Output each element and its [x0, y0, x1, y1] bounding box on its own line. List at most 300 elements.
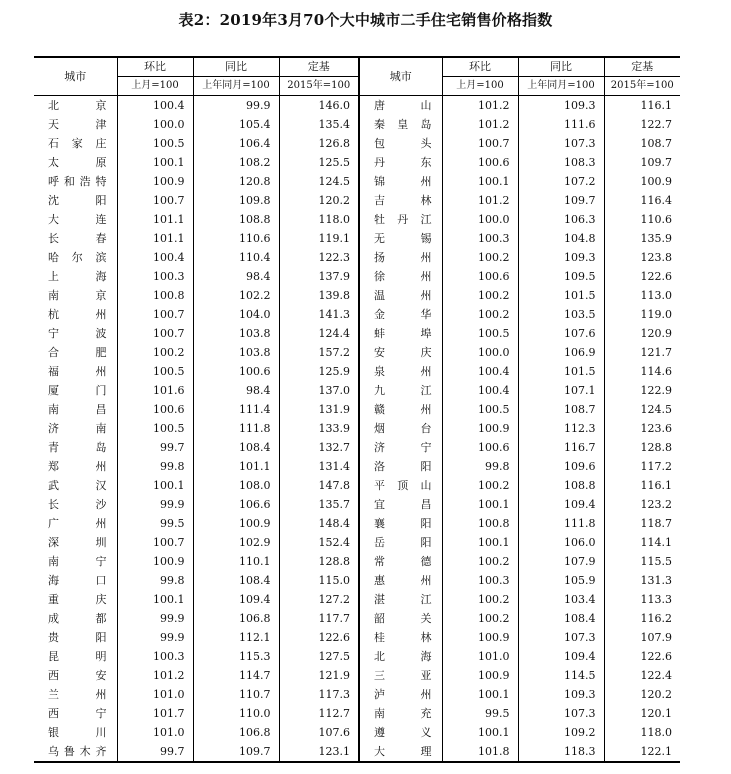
yoy-left-cell: 110.1: [193, 552, 279, 571]
base-left-cell: 132.7: [279, 438, 359, 457]
city-left-name: 郑 州: [48, 460, 107, 473]
city-left-cell: [34, 438, 117, 457]
yoy-right-cell: 107.3: [518, 704, 604, 723]
city-left-name: 贵 阳: [48, 631, 107, 644]
city-right-cell: [359, 96, 442, 116]
city-left-name: 深 圳: [48, 536, 107, 549]
base-right-cell: 119.0: [604, 305, 680, 324]
mom-right-cell: 100.9: [442, 419, 518, 438]
city-right-cell: [359, 134, 442, 153]
base-right-cell: 124.5: [604, 400, 680, 419]
yoy-left-cell: 114.7: [193, 666, 279, 685]
city-left-cell: [34, 514, 117, 533]
city-right-name: 洛 阳: [374, 460, 432, 473]
city-right-name: 大 理: [374, 745, 432, 758]
city-right-name: 湛 江: [374, 593, 432, 606]
yoy-left-cell: 108.2: [193, 153, 279, 172]
city-left-name: 海 口: [48, 574, 107, 587]
yoy-right-cell: 101.5: [518, 362, 604, 381]
yoy-left-cell: 115.3: [193, 647, 279, 666]
city-right-name: 扬 州: [374, 251, 432, 264]
base-left-cell: 131.4: [279, 457, 359, 476]
mom-right-cell: 101.0: [442, 647, 518, 666]
table-row: [34, 286, 680, 305]
table-row: [34, 647, 680, 666]
yoy-left-cell: 110.6: [193, 229, 279, 248]
yoy-right-cell: 112.3: [518, 419, 604, 438]
table-row: [34, 210, 680, 229]
city-right-cell: [359, 400, 442, 419]
mom-right-cell: 100.9: [442, 666, 518, 685]
city-left-cell: [34, 495, 117, 514]
yoy-subheader-right: 上年同月=100: [518, 77, 604, 96]
mom-left-cell: 100.4: [117, 96, 193, 116]
yoy-left-cell: 105.4: [193, 115, 279, 134]
yoy-left-cell: 109.8: [193, 191, 279, 210]
yoy-right-cell: 109.4: [518, 495, 604, 514]
base-left-cell: 112.7: [279, 704, 359, 723]
city-left-cell: [34, 476, 117, 495]
base-left-cell: 137.0: [279, 381, 359, 400]
base-right-cell: 114.1: [604, 533, 680, 552]
city-left-name: 乌鲁木齐: [48, 745, 107, 758]
city-right-name: 韶 关: [374, 612, 432, 625]
yoy-header-left: 同比: [193, 57, 279, 77]
city-right-name: 金 华: [374, 308, 432, 321]
mom-right-cell: 100.3: [442, 229, 518, 248]
city-left-name: 天 津: [48, 118, 107, 131]
base-left-cell: 125.5: [279, 153, 359, 172]
base-left-cell: 123.1: [279, 742, 359, 762]
mom-left-cell: 101.2: [117, 666, 193, 685]
base-left-cell: 146.0: [279, 96, 359, 116]
base-right-cell: 128.8: [604, 438, 680, 457]
yoy-left-cell: 111.8: [193, 419, 279, 438]
table-row: [34, 172, 680, 191]
city-left-cell: [34, 552, 117, 571]
city-left-cell: [34, 381, 117, 400]
mom-right-cell: 100.0: [442, 343, 518, 362]
mom-header-left: 环比: [117, 57, 193, 77]
city-right-name: 三 亚: [374, 669, 432, 682]
yoy-right-cell: 118.3: [518, 742, 604, 762]
yoy-left-cell: 103.8: [193, 343, 279, 362]
base-right-cell: 135.9: [604, 229, 680, 248]
yoy-header-right: 同比: [518, 57, 604, 77]
mom-right-cell: 100.2: [442, 609, 518, 628]
city-right-name: 丹 东: [374, 156, 432, 169]
table-row: [34, 96, 680, 116]
city-left-cell: [34, 609, 117, 628]
city-left-cell: [34, 267, 117, 286]
base-right-cell: 113.3: [604, 590, 680, 609]
yoy-right-cell: 107.1: [518, 381, 604, 400]
city-left-name: 南 京: [48, 289, 107, 302]
yoy-right-cell: 109.4: [518, 647, 604, 666]
mom-right-cell: 100.9: [442, 628, 518, 647]
base-left-cell: 122.6: [279, 628, 359, 647]
base-right-cell: 116.4: [604, 191, 680, 210]
base-right-cell: 122.6: [604, 647, 680, 666]
city-right-cell: [359, 476, 442, 495]
yoy-right-cell: 107.9: [518, 552, 604, 571]
base-left-cell: 139.8: [279, 286, 359, 305]
yoy-left-cell: 103.8: [193, 324, 279, 343]
base-right-cell: 123.8: [604, 248, 680, 267]
mom-header-right: 环比: [442, 57, 518, 77]
city-right-cell: [359, 704, 442, 723]
yoy-right-cell: 109.3: [518, 248, 604, 267]
yoy-right-cell: 109.7: [518, 191, 604, 210]
yoy-right-cell: 107.3: [518, 628, 604, 647]
city-left-cell: [34, 210, 117, 229]
city-right-cell: [359, 438, 442, 457]
base-left-cell: 115.0: [279, 571, 359, 590]
city-right-name: 唐 山: [374, 99, 432, 112]
base-right-cell: 116.1: [604, 476, 680, 495]
yoy-subheader-left: 上年同月=100: [193, 77, 279, 96]
mom-left-cell: 100.1: [117, 476, 193, 495]
mom-right-cell: 100.1: [442, 172, 518, 191]
mom-right-cell: 100.5: [442, 324, 518, 343]
city-right-cell: [359, 191, 442, 210]
mom-right-cell: 100.4: [442, 362, 518, 381]
base-subheader-left: 2015年=100: [279, 77, 359, 96]
yoy-left-cell: 108.8: [193, 210, 279, 229]
city-left-name: 广 州: [48, 517, 107, 530]
base-left-cell: 124.4: [279, 324, 359, 343]
table-row: [34, 514, 680, 533]
city-right-name: 秦皇岛: [374, 118, 432, 131]
mom-left-cell: 99.5: [117, 514, 193, 533]
mom-left-cell: 99.9: [117, 495, 193, 514]
base-right-cell: 123.2: [604, 495, 680, 514]
city-left-cell: [34, 590, 117, 609]
city-right-cell: [359, 381, 442, 400]
mom-left-cell: 100.9: [117, 552, 193, 571]
city-right-cell: [359, 210, 442, 229]
mom-left-cell: 100.7: [117, 191, 193, 210]
yoy-left-cell: 108.4: [193, 438, 279, 457]
mom-left-cell: 100.3: [117, 267, 193, 286]
yoy-left-cell: 110.4: [193, 248, 279, 267]
table-row: [34, 495, 680, 514]
base-left-cell: 135.4: [279, 115, 359, 134]
yoy-right-cell: 108.7: [518, 400, 604, 419]
city-left-name: 济 南: [48, 422, 107, 435]
base-left-cell: 127.5: [279, 647, 359, 666]
mom-right-cell: 100.2: [442, 305, 518, 324]
mom-right-cell: 100.8: [442, 514, 518, 533]
yoy-left-cell: 109.4: [193, 590, 279, 609]
city-right-name: 岳 阳: [374, 536, 432, 549]
yoy-right-cell: 108.4: [518, 609, 604, 628]
yoy-left-cell: 100.6: [193, 362, 279, 381]
city-right-cell: [359, 153, 442, 172]
city-left-cell: [34, 533, 117, 552]
table-row: [34, 267, 680, 286]
city-left-cell: [34, 571, 117, 590]
city-left-cell: [34, 286, 117, 305]
base-right-cell: 131.3: [604, 571, 680, 590]
yoy-left-cell: 108.0: [193, 476, 279, 495]
city-left-cell: [34, 115, 117, 134]
city-left-name: 青 岛: [48, 441, 107, 454]
table-row: [34, 571, 680, 590]
mom-right-cell: 100.1: [442, 685, 518, 704]
city-left-name: 沈 阳: [48, 194, 107, 207]
city-right-cell: [359, 685, 442, 704]
table-row: [34, 419, 680, 438]
city-left-name: 西 宁: [48, 707, 107, 720]
city-left-name: 兰 州: [48, 688, 107, 701]
mom-right-cell: 100.2: [442, 286, 518, 305]
base-right-cell: 120.9: [604, 324, 680, 343]
city-right-name: 九 江: [374, 384, 432, 397]
base-right-cell: 122.1: [604, 742, 680, 762]
city-right-cell: [359, 267, 442, 286]
city-right-cell: [359, 647, 442, 666]
city-left-name: 合 肥: [48, 346, 107, 359]
mom-left-cell: 100.7: [117, 533, 193, 552]
city-left-cell: [34, 647, 117, 666]
base-left-cell: 122.3: [279, 248, 359, 267]
mom-subheader-left: 上月=100: [117, 77, 193, 96]
mom-right-cell: 100.0: [442, 210, 518, 229]
table-row: [34, 590, 680, 609]
city-left-name: 重 庆: [48, 593, 107, 606]
city-left-cell: [34, 723, 117, 742]
city-right-cell: [359, 628, 442, 647]
city-left-cell: [34, 324, 117, 343]
yoy-left-cell: 110.0: [193, 704, 279, 723]
city-right-cell: [359, 324, 442, 343]
city-right-cell: [359, 115, 442, 134]
city-left-name: 哈尔滨: [48, 251, 107, 264]
table-row: [34, 343, 680, 362]
mom-left-cell: 100.5: [117, 134, 193, 153]
city-header-right: 城市: [359, 57, 442, 96]
city-right-cell: [359, 172, 442, 191]
base-left-cell: 137.9: [279, 267, 359, 286]
table-row: [34, 723, 680, 742]
table-row: [34, 134, 680, 153]
base-left-cell: 157.2: [279, 343, 359, 362]
city-right-name: 烟 台: [374, 422, 432, 435]
yoy-left-cell: 106.8: [193, 609, 279, 628]
base-left-cell: 118.0: [279, 210, 359, 229]
yoy-right-cell: 106.0: [518, 533, 604, 552]
city-left-name: 呼和浩特: [48, 175, 107, 188]
yoy-right-cell: 104.8: [518, 229, 604, 248]
mom-subheader-right: 上月=100: [442, 77, 518, 96]
base-right-cell: 113.0: [604, 286, 680, 305]
base-left-cell: 117.7: [279, 609, 359, 628]
city-right-name: 常 德: [374, 555, 432, 568]
base-subheader-right: 2015年=100: [604, 77, 680, 96]
city-right-cell: [359, 609, 442, 628]
city-right-name: 平顶山: [374, 479, 432, 492]
base-right-cell: 107.9: [604, 628, 680, 647]
city-right-cell: [359, 362, 442, 381]
yoy-left-cell: 101.1: [193, 457, 279, 476]
base-header-right: 定基: [604, 57, 680, 77]
city-left-name: 上 海: [48, 270, 107, 283]
city-right-cell: [359, 229, 442, 248]
city-left-cell: [34, 305, 117, 324]
yoy-left-cell: 106.6: [193, 495, 279, 514]
mom-left-cell: 100.4: [117, 248, 193, 267]
table-row: [34, 476, 680, 495]
yoy-right-cell: 109.2: [518, 723, 604, 742]
yoy-right-cell: 106.3: [518, 210, 604, 229]
city-left-cell: [34, 153, 117, 172]
table-row: [34, 666, 680, 685]
table-row: [34, 191, 680, 210]
base-right-cell: 118.7: [604, 514, 680, 533]
yoy-left-cell: 99.9: [193, 96, 279, 116]
mom-left-cell: 99.7: [117, 742, 193, 762]
city-left-cell: [34, 400, 117, 419]
table-row: [34, 362, 680, 381]
mom-left-cell: 99.8: [117, 457, 193, 476]
yoy-left-cell: 100.9: [193, 514, 279, 533]
yoy-right-cell: 107.2: [518, 172, 604, 191]
base-left-cell: 126.8: [279, 134, 359, 153]
base-left-cell: 141.3: [279, 305, 359, 324]
mom-right-cell: 100.2: [442, 552, 518, 571]
city-header-left: 城市: [34, 57, 117, 96]
city-left-cell: [34, 172, 117, 191]
mom-right-cell: 100.4: [442, 381, 518, 400]
city-right-cell: [359, 495, 442, 514]
yoy-left-cell: 98.4: [193, 381, 279, 400]
city-left-name: 北 京: [48, 99, 107, 112]
mom-left-cell: 101.1: [117, 210, 193, 229]
table-row: [34, 324, 680, 343]
yoy-right-cell: 109.3: [518, 96, 604, 116]
city-left-name: 大 连: [48, 213, 107, 226]
mom-right-cell: 100.2: [442, 476, 518, 495]
base-left-cell: 107.6: [279, 723, 359, 742]
yoy-right-cell: 103.4: [518, 590, 604, 609]
base-left-cell: 124.5: [279, 172, 359, 191]
table-row: [34, 438, 680, 457]
city-left-name: 杭 州: [48, 308, 107, 321]
mom-right-cell: 101.2: [442, 115, 518, 134]
table-row: [34, 400, 680, 419]
mom-left-cell: 101.6: [117, 381, 193, 400]
city-left-name: 昆 明: [48, 650, 107, 663]
city-right-cell: [359, 286, 442, 305]
table-row: [34, 229, 680, 248]
table-row: [34, 457, 680, 476]
base-right-cell: 122.6: [604, 267, 680, 286]
base-left-cell: 148.4: [279, 514, 359, 533]
city-left-cell: [34, 191, 117, 210]
yoy-right-cell: 109.5: [518, 267, 604, 286]
table-row: [34, 628, 680, 647]
table-row: [34, 153, 680, 172]
base-right-cell: 108.7: [604, 134, 680, 153]
city-right-name: 桂 林: [374, 631, 432, 644]
table-row: [34, 381, 680, 400]
yoy-right-cell: 108.3: [518, 153, 604, 172]
yoy-right-cell: 111.8: [518, 514, 604, 533]
mom-right-cell: 100.1: [442, 533, 518, 552]
city-right-name: 安 庆: [374, 346, 432, 359]
city-right-cell: [359, 419, 442, 438]
city-left-cell: [34, 248, 117, 267]
base-left-cell: 120.2: [279, 191, 359, 210]
price-index-table-container: [34, 56, 680, 763]
mom-right-cell: 100.6: [442, 438, 518, 457]
yoy-left-cell: 109.7: [193, 742, 279, 762]
city-right-name: 遵 义: [374, 726, 432, 739]
yoy-right-cell: 105.9: [518, 571, 604, 590]
yoy-right-cell: 114.5: [518, 666, 604, 685]
mom-left-cell: 101.7: [117, 704, 193, 723]
city-right-cell: [359, 552, 442, 571]
city-right-name: 泉 州: [374, 365, 432, 378]
city-right-name: 惠 州: [374, 574, 432, 587]
yoy-left-cell: 98.4: [193, 267, 279, 286]
city-right-name: 北 海: [374, 650, 432, 663]
yoy-right-cell: 101.5: [518, 286, 604, 305]
city-left-cell: [34, 628, 117, 647]
table-row: [34, 115, 680, 134]
base-left-cell: 127.2: [279, 590, 359, 609]
city-left-name: 南 昌: [48, 403, 107, 416]
mom-right-cell: 100.1: [442, 723, 518, 742]
city-left-cell: [34, 742, 117, 762]
city-right-name: 锦 州: [374, 175, 432, 188]
table-row: [34, 609, 680, 628]
mom-left-cell: 101.1: [117, 229, 193, 248]
base-left-cell: 121.9: [279, 666, 359, 685]
city-left-name: 南 宁: [48, 555, 107, 568]
yoy-left-cell: 110.7: [193, 685, 279, 704]
yoy-left-cell: 106.8: [193, 723, 279, 742]
mom-left-cell: 100.0: [117, 115, 193, 134]
mom-left-cell: 99.7: [117, 438, 193, 457]
city-right-cell: [359, 533, 442, 552]
base-right-cell: 114.6: [604, 362, 680, 381]
base-right-cell: 100.9: [604, 172, 680, 191]
city-left-cell: [34, 419, 117, 438]
table-row: [34, 533, 680, 552]
mom-left-cell: 100.8: [117, 286, 193, 305]
city-left-name: 厦 门: [48, 384, 107, 397]
base-left-cell: 128.8: [279, 552, 359, 571]
mom-left-cell: 101.0: [117, 685, 193, 704]
yoy-right-cell: 103.5: [518, 305, 604, 324]
mom-left-cell: 99.9: [117, 609, 193, 628]
table-row: [34, 742, 680, 762]
base-right-cell: 121.7: [604, 343, 680, 362]
base-right-cell: 117.2: [604, 457, 680, 476]
city-right-cell: [359, 666, 442, 685]
yoy-right-cell: 109.6: [518, 457, 604, 476]
city-left-cell: [34, 666, 117, 685]
city-right-cell: [359, 514, 442, 533]
yoy-right-cell: 107.6: [518, 324, 604, 343]
mom-right-cell: 101.2: [442, 96, 518, 116]
city-right-name: 襄 阳: [374, 517, 432, 530]
mom-right-cell: 100.1: [442, 495, 518, 514]
base-right-cell: 123.6: [604, 419, 680, 438]
city-left-name: 太 原: [48, 156, 107, 169]
